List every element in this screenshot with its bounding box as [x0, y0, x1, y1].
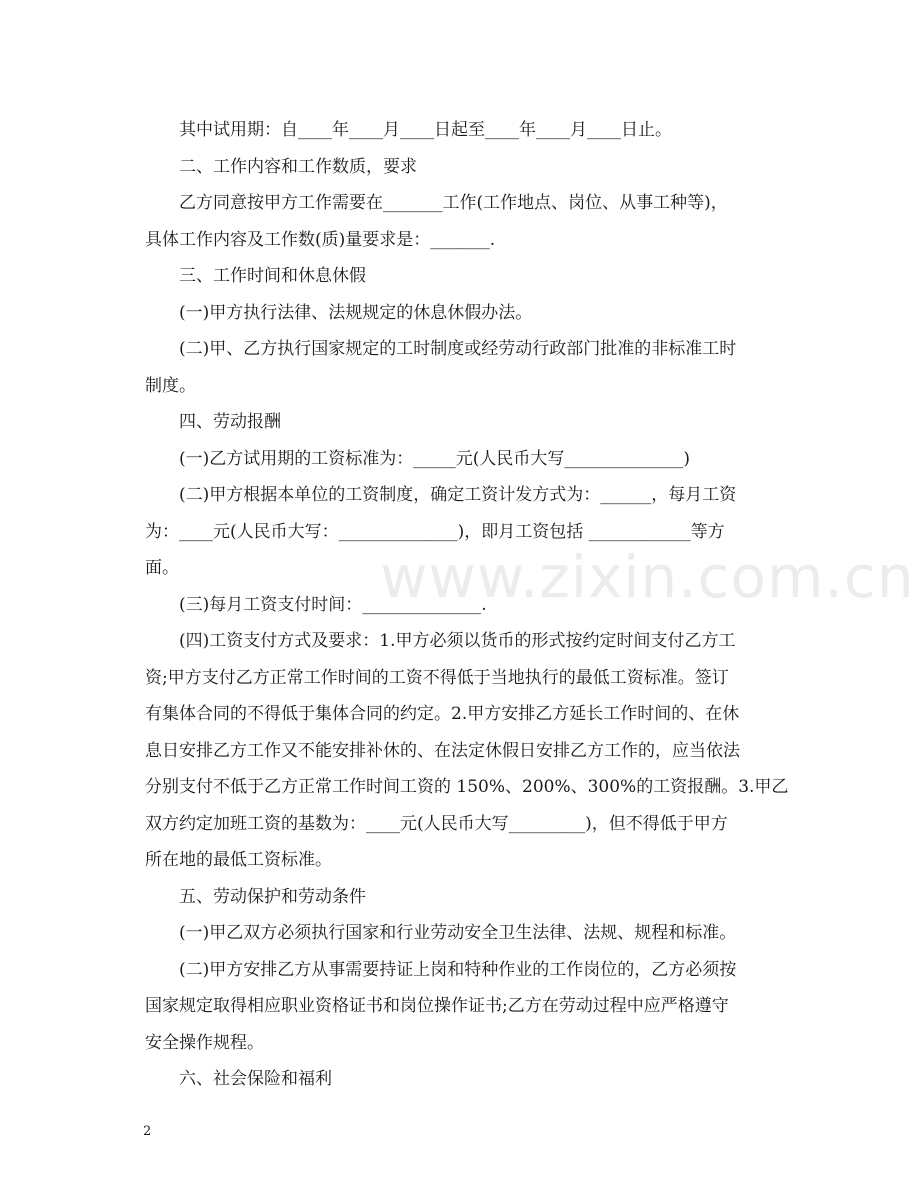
text-line: 五、劳动保护和劳动条件	[179, 886, 366, 907]
text-line: 二、工作内容和工作数质，要求	[179, 156, 417, 177]
text-line: 息日安排乙方工作又不能安排补休的、在法定休假日安排乙方工作的，应当依法	[145, 740, 740, 761]
text-line: 双方约定加班工资的基数为：____元(人民币大写_________)，但不得低于甲方	[145, 813, 728, 834]
text-line: 为：____元(人民币大写：______________)，即月工资包括 ____________等方	[145, 521, 725, 542]
watermark: www.zixin.com.cn	[380, 543, 915, 611]
text-line: 面。	[145, 558, 179, 578]
text-line: (三)每月工资支付时间：______________.	[179, 594, 487, 615]
text-line: (二)甲方根据本单位的工资制度，确定工资计发方式为：______，每月工资	[179, 485, 737, 505]
text-line: 资;甲方支付乙方正常工作时间的工资不得低于当地执行的最低工资标准。签订	[145, 667, 729, 688]
text-line: 六、社会保险和福利	[179, 1069, 332, 1089]
text-line: 分别支付不低于乙方正常工作时间工资的 150%、200%、300%的工资报酬。3.甲乙	[145, 777, 789, 797]
document-body	[145, 112, 789, 1098]
text-line: 国家规定取得相应职业资格证书和岗位操作证书;乙方在劳动过程中应严格遵守	[145, 996, 729, 1016]
text-line: 其中试用期：自____年____月____日起至____年____月____日止。	[179, 120, 672, 140]
page-number: 2	[143, 1124, 152, 1139]
text-line: (一)甲方执行法律、法规规定的休息休假办法。	[179, 302, 533, 323]
text-line: 四、劳动报酬	[179, 412, 281, 432]
text-line: 具体工作内容及工作数(质)量要求是：_______.	[145, 229, 496, 250]
text-line: 所在地的最低工资标准。	[145, 850, 332, 870]
text-line: 安全操作规程。	[145, 1032, 264, 1053]
text-line: (一)乙方试用期的工资标准为：_____元(人民币大写______________)	[179, 448, 691, 469]
text-line: 三、工作时间和休息休假	[179, 266, 366, 286]
text-line: (四)工资支付方式及要求：1.甲方必须以货币的形式按约定时间支付乙方工	[179, 631, 736, 651]
text-line: (二)甲方安排乙方从事需要持证上岗和特种作业的工作岗位的，乙方必须按	[179, 959, 737, 980]
text-line: 乙方同意按甲方工作需要在_______工作(工作地点、岗位、从事工种等)，	[179, 193, 728, 213]
text-line: (一)甲乙双方必须执行国家和行业劳动安全卫生法律、法规、规程和标准。	[179, 923, 737, 943]
text-line: (二)甲、乙方执行国家规定的工时制度或经劳动行政部门批准的非标准工时	[179, 339, 737, 359]
text-line: 制度。	[145, 375, 196, 396]
text-line: 有集体合同的不得低于集体合同的约定。2.甲方安排乙方延长工作时间的、在休	[145, 704, 740, 724]
